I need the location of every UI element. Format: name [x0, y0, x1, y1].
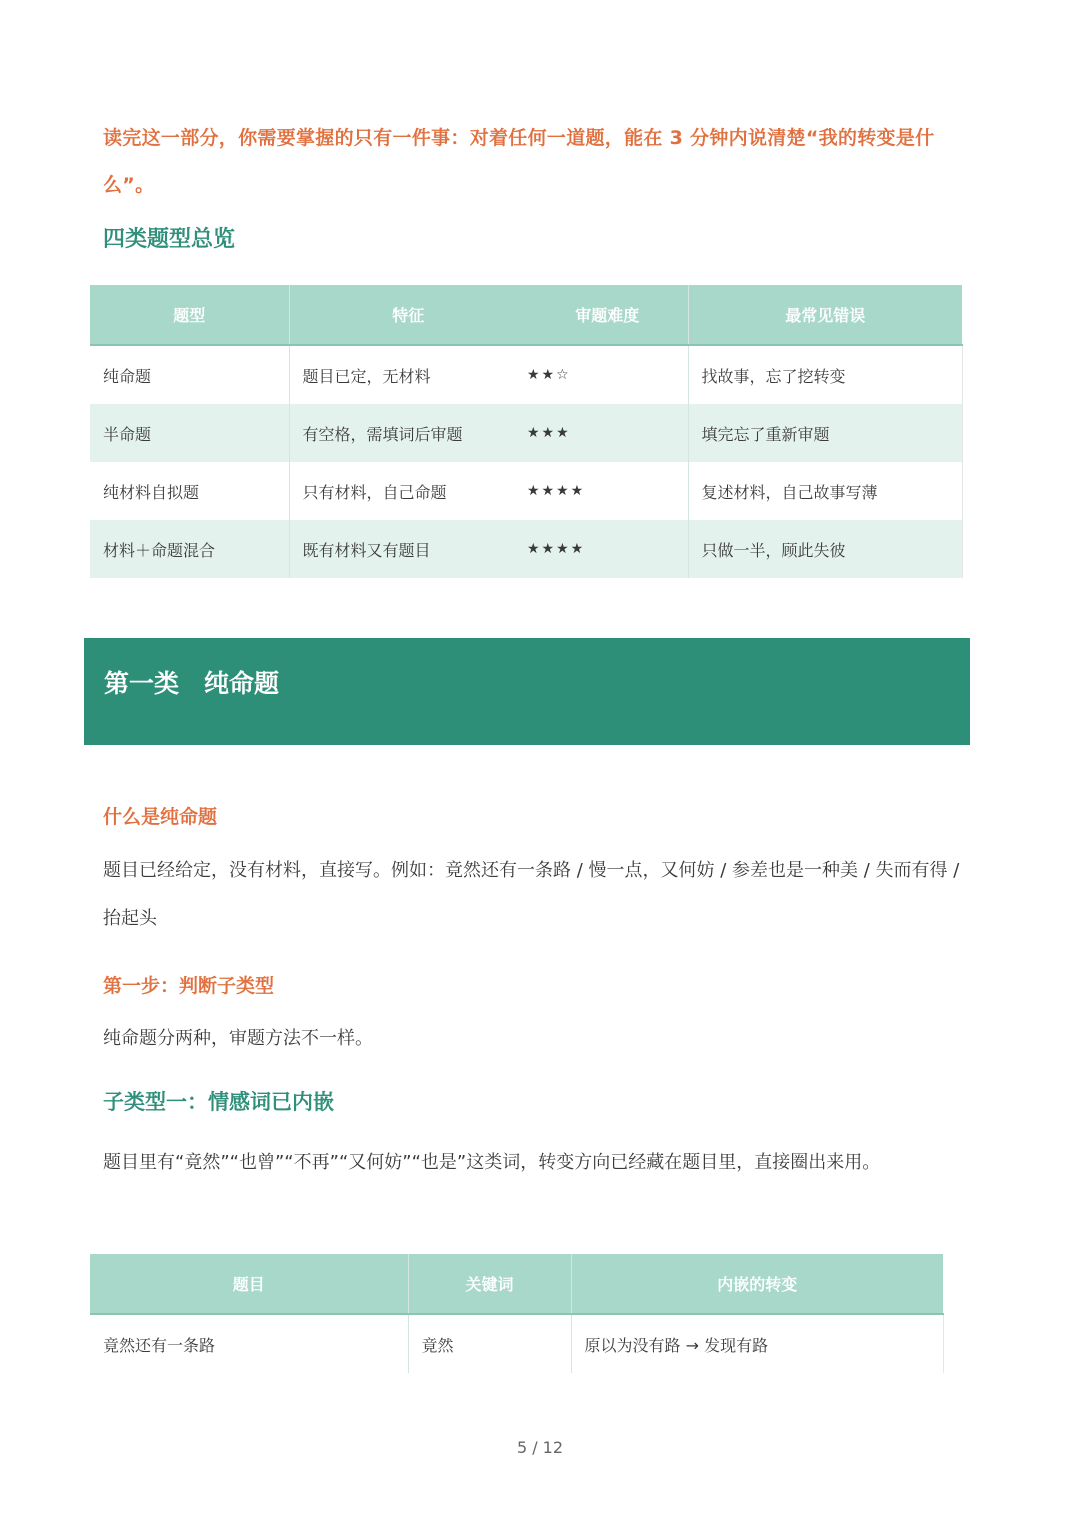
- cell-type: 纯材料自拟题: [103, 482, 200, 502]
- col-header-title: 题目: [90, 1254, 408, 1314]
- cell-keyword: 竟然: [408, 1314, 571, 1373]
- step1-text: 纯命题分两种，审题方法不一样。: [103, 1028, 373, 1049]
- overview-header-row: [90, 285, 962, 345]
- col-header-embedded-shift: 内嵌的转变: [571, 1254, 943, 1314]
- cell-mistake: 只做一半，顾此失彼: [688, 520, 962, 578]
- col-header-feature: 特征: [289, 285, 527, 345]
- section-banner-title: 第一类 纯命题: [104, 669, 280, 698]
- overview-heading: 四类题型总览: [103, 227, 236, 252]
- what-is-text: 题目已经给定，没有材料，直接写。例如：竟然还有一条路 / 慢一点，又何妨 / 参差也是一种美 / 失而有得 / 抬起头: [103, 860, 960, 929]
- table-row: [90, 520, 962, 578]
- page-number: 5 / 12: [516, 1438, 564, 1457]
- subtype1-text: 题目里有“竟然”“也曾”“不再”“又何妨”“也是”这类词，转变方向已经藏在题目里，直接圈出来用。: [103, 1152, 881, 1173]
- col-header-type: 题型: [90, 285, 289, 345]
- col-header-keyword: 关键词: [408, 1254, 571, 1314]
- intro-text: 读完这一部分，你需要掌握的只有一件事：对着任何一道题，能在 3 分钟内说清楚“我的转变是什么”。: [103, 127, 935, 196]
- overview-table: [90, 285, 963, 578]
- cell-difficulty: ★★★★: [527, 520, 688, 578]
- table-row: [90, 404, 962, 462]
- table-row: [90, 462, 962, 520]
- cell-type: 材料＋命题混合: [90, 520, 289, 578]
- subtype1-heading: 子类型一：情感词已内嵌: [103, 1090, 334, 1114]
- cell-feature: 有空格，需填词后审题: [289, 404, 527, 462]
- cell-feature: 只有材料，自己命题: [289, 462, 527, 520]
- cell-type: 纯命题: [103, 366, 152, 386]
- cell-title: 竟然还有一条路: [103, 1335, 216, 1355]
- cell-difficulty: ★★★★: [527, 483, 586, 499]
- cell-mistake: 复述材料，自己故事写薄: [688, 462, 962, 520]
- cell-difficulty: ★★★: [527, 404, 688, 462]
- cell-embedded-shift: 原以为没有路 → 发现有路: [571, 1314, 943, 1373]
- section-banner: [84, 638, 970, 745]
- keyword-header-row: [90, 1254, 943, 1314]
- cell-feature: 既有材料又有题目: [289, 520, 527, 578]
- col-header-mistake: 最常见错误: [688, 285, 962, 345]
- cell-mistake: 填完忘了重新审题: [688, 404, 962, 462]
- cell-mistake: 找故事，忘了挖转变: [688, 345, 962, 404]
- cell-feature: 题目已定，无材料: [289, 345, 527, 404]
- table-row: [90, 345, 962, 404]
- step1-heading: 第一步：判断子类型: [103, 975, 275, 997]
- table-row: [90, 1314, 943, 1373]
- keyword-table: [90, 1254, 944, 1373]
- cell-type: 半命题: [90, 404, 289, 462]
- col-header-difficulty: 审题难度: [527, 285, 688, 345]
- what-is-heading: 什么是纯命题: [103, 806, 218, 828]
- cell-difficulty: ★★☆: [527, 367, 571, 383]
